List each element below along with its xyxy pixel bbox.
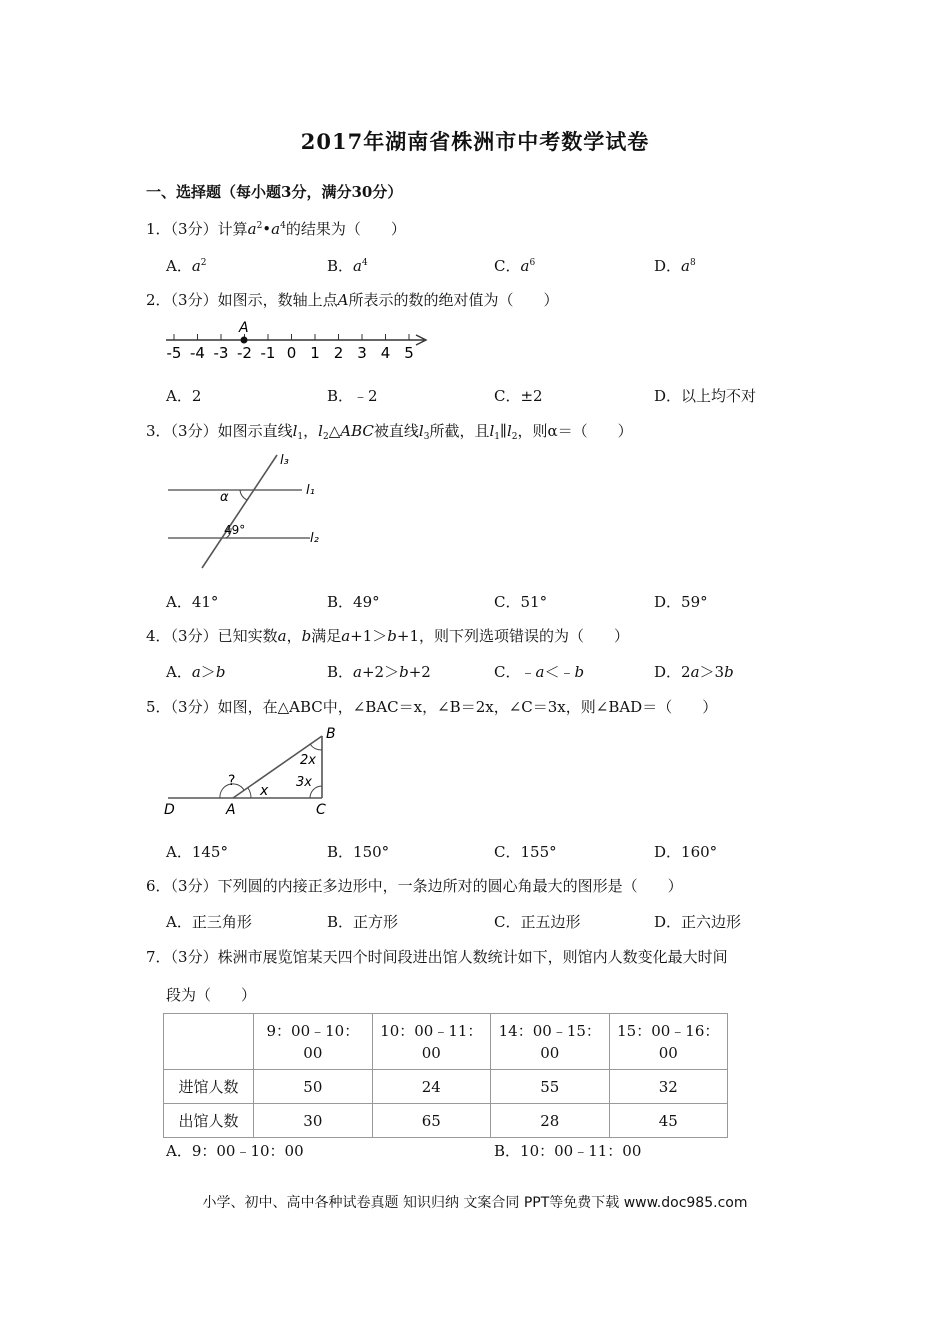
q3-l: l (418, 422, 424, 440)
l1-label: l₁ (306, 483, 315, 498)
table-cell: 55 (491, 1070, 609, 1104)
q4-text-mid: 满足 (311, 627, 342, 645)
q1-option-b[interactable] (327, 255, 368, 276)
option-var: a (520, 257, 530, 275)
q4-option-c[interactable] (494, 661, 584, 682)
q1-number: 1． (146, 220, 171, 238)
q1-text: 计算 (217, 220, 248, 238)
q3-text-mid2: 所截，且 (429, 422, 490, 440)
q3-text: 如图示直线 (217, 422, 293, 440)
q2-text-end: 所表示的数的绝对值为（ ） (348, 291, 559, 309)
q3-l: l (489, 422, 495, 440)
q3-sub: 2 (511, 432, 518, 442)
q5-text: 如图，在△ABC中，∠BAC＝x，∠B＝2x，∠C＝3x，则∠BAD＝（ ） (217, 698, 718, 716)
option-exp: 8 (689, 258, 696, 268)
q3-option-a[interactable]: A．41° (166, 593, 219, 611)
q1-dot: • (262, 220, 272, 238)
angle-bac-arc (248, 788, 251, 798)
table-header-row (164, 1014, 728, 1070)
vertex-c-label: C (316, 802, 326, 818)
table-header-cell: 15：00﹣16：00 (609, 1014, 727, 1070)
q4-points: （3分） (170, 627, 218, 645)
option-letter: C．﹣ (494, 663, 536, 681)
question-5 (146, 696, 717, 717)
q7-number: 7． (146, 948, 171, 966)
q3-number: 3． (146, 422, 171, 440)
q7-points: （3分） (170, 948, 218, 966)
q1-option-d[interactable] (654, 255, 696, 276)
q1-exp: 2 (256, 221, 263, 231)
visitor-table (163, 1013, 728, 1138)
l3-label: l₃ (280, 453, 289, 468)
q2-option-c[interactable]: C．±2 (494, 387, 543, 405)
footer-note: 小学、初中、高中各种试卷真题 知识归纳 文案合同 PPT等免费下载 www.doc985.com (202, 1195, 748, 1211)
q3-option-c[interactable]: C．51° (494, 593, 548, 611)
q6-option-b[interactable]: B．正方形 (327, 913, 399, 931)
table-cell: 30 (254, 1104, 372, 1138)
option-op: ＜﹣ (544, 663, 575, 681)
angle-b-arc (310, 744, 322, 750)
table-cell: 24 (372, 1070, 490, 1104)
option-var: b (574, 663, 585, 681)
q3-l: l (318, 422, 323, 440)
option-end: +2 (408, 663, 431, 681)
q3-abc: △ABC (328, 422, 374, 440)
q2-var: A (337, 291, 349, 309)
triangle-figure (160, 722, 350, 818)
number-line-tick-label: -2 (237, 344, 252, 362)
option-var: a (191, 663, 201, 681)
number-line-tick-label: 4 (380, 344, 391, 362)
option-var: b (215, 663, 226, 681)
option-letter: D． (654, 257, 682, 275)
table-cell: 65 (372, 1104, 490, 1138)
section-heading: 一、选择题（每小题3分，满分30分） (146, 183, 403, 201)
table-cell: 28 (491, 1104, 609, 1138)
q3-points: （3分） (170, 422, 218, 440)
number-line-tick-label: 5 (404, 344, 414, 362)
q6-number: 6． (146, 877, 171, 895)
number-line-tick-label: -3 (213, 344, 229, 362)
angle-3x-label: 3x (296, 775, 312, 790)
option-var: a (353, 257, 362, 275)
q4-option-d[interactable] (654, 661, 734, 682)
q5-option-a[interactable]: A．145° (166, 843, 228, 861)
q6-option-a[interactable]: A．正三角形 (166, 913, 252, 931)
q1-points: （3分） (170, 220, 218, 238)
number-line-tick-label: 0 (286, 344, 297, 362)
q4-var: a (341, 627, 351, 645)
table-cell: 50 (254, 1070, 372, 1104)
q1-var: a (247, 220, 257, 238)
q2-number: 2． (146, 291, 171, 309)
option-letter: A． (166, 663, 192, 681)
question-6 (146, 875, 683, 896)
option-op: ＞ (200, 663, 216, 681)
option-exp: 4 (361, 258, 368, 268)
q4-var: b (301, 627, 312, 645)
q3-l: l (506, 422, 512, 440)
vertex-b-label: B (326, 726, 336, 742)
number-line-ticks (167, 334, 414, 362)
option-letter: C． (494, 257, 521, 275)
option-var: b (399, 663, 409, 681)
q4-cond-end: +1 (396, 627, 420, 645)
option-var: a (353, 663, 362, 681)
q4-text: 已知实数 (217, 627, 278, 645)
q1-exp: 4 (280, 221, 286, 231)
table-row (164, 1104, 728, 1138)
number-line-tick-label: -1 (260, 344, 276, 362)
q3-text-end: ，则α＝（ ） (517, 422, 633, 440)
q4-cond: +1＞ (350, 627, 388, 645)
question-1 (146, 218, 406, 239)
q6-option-c[interactable]: C．正五边形 (494, 913, 581, 931)
option-op: ＞3 (699, 663, 725, 681)
l2-label: l₂ (310, 531, 319, 546)
q6-points: （3分） (170, 877, 218, 895)
table-header-cell: 14：00﹣15：00 (491, 1014, 609, 1070)
q6-option-d[interactable]: D．正六边形 (654, 913, 742, 931)
q1-option-c[interactable] (494, 255, 535, 276)
option-var: a (535, 663, 545, 681)
angle-x-label: x (260, 783, 269, 799)
q5-option-c[interactable]: C．155° (494, 843, 557, 861)
q3-option-b[interactable]: B．49° (327, 593, 380, 611)
question-7 (146, 946, 728, 967)
q2-option-a[interactable]: A．2 (166, 387, 202, 405)
point-a-label: A (239, 320, 249, 336)
q5-points: （3分） (170, 698, 218, 716)
angle-2x-label: 2x (300, 753, 316, 768)
option-letter: A． (166, 257, 192, 275)
number-line-tick-label: -4 (190, 344, 205, 362)
table-header-cell (164, 1014, 254, 1070)
q4-option-b[interactable] (327, 661, 431, 682)
option-letter: B． (327, 257, 354, 275)
question-4 (146, 625, 629, 646)
vertex-d-label: D (164, 802, 175, 818)
number-line-tick-label: 3 (357, 344, 367, 362)
vertex-a-label: A (226, 802, 236, 818)
q2-text: 如图示，数轴上点 (217, 291, 338, 309)
q7-text: 株洲市展览馆某天四个时间段进出馆人数统计如下，则馆内人数变化最大时间 (217, 948, 728, 966)
number-line-figure (160, 318, 440, 366)
q4-var: b (387, 627, 397, 645)
q4-number: 4． (146, 627, 171, 645)
q3-sub: 1 (297, 432, 304, 442)
q2-points: （3分） (170, 291, 218, 309)
q7-option-a[interactable]: A．9：00﹣10：00 (166, 1142, 304, 1160)
option-var: a (690, 663, 700, 681)
question-7-cont: 段为（ ） (166, 986, 257, 1004)
q4-option-a[interactable] (166, 661, 225, 682)
option-letter: B． (327, 663, 354, 681)
q6-text: 下列圆的内接正多边形中，一条边所对的圆心角最大的图形是（ ） (217, 877, 683, 895)
q3-sep: ， (303, 422, 319, 440)
option-letter: D．2 (654, 663, 691, 681)
q1-option-a[interactable] (166, 255, 207, 276)
q2-option-b[interactable]: B．﹣2 (327, 387, 378, 405)
number-line-tick-label: -5 (166, 344, 182, 362)
q4-var: a (277, 627, 287, 645)
q3-text-mid: 被直线 (373, 422, 419, 440)
parallel-lines-figure (162, 450, 332, 574)
line-l3 (202, 455, 277, 568)
q2-option-d[interactable]: D．以上均不对 (654, 387, 757, 405)
table-cell: 45 (609, 1104, 727, 1138)
q5-option-d[interactable]: D．160° (654, 843, 718, 861)
q3-option-d[interactable]: D．59° (654, 593, 708, 611)
q3-sub: 1 (494, 432, 500, 442)
table-cell: 32 (609, 1070, 727, 1104)
option-exp: 6 (529, 258, 536, 268)
q5-number: 5． (146, 698, 171, 716)
q4-sep: ， (286, 627, 302, 645)
q7-option-b[interactable]: B．10：00﹣11：00 (494, 1142, 642, 1160)
table-row (164, 1070, 728, 1104)
q1-text-end: 的结果为（ ） (285, 220, 406, 238)
q3-l: l (292, 422, 298, 440)
table-cell: 出馆人数 (164, 1104, 254, 1138)
angle-49-label: 49° (224, 523, 246, 537)
option-var: b (724, 663, 734, 681)
q3-sub: 3 (423, 432, 430, 442)
option-exp: 2 (200, 258, 207, 268)
option-var: a (681, 257, 690, 275)
number-line-tick-label: 1 (310, 344, 320, 362)
unknown-angle-label: ? (228, 773, 236, 789)
table-cell: 进馆人数 (164, 1070, 254, 1104)
q5-option-b[interactable]: B．150° (327, 843, 390, 861)
q1-var: a (271, 220, 281, 238)
option-var: a (191, 257, 201, 275)
alpha-arc (240, 490, 247, 500)
number-line-tick-label: 2 (333, 344, 344, 362)
table-header-cell: 10：00﹣11：00 (372, 1014, 490, 1070)
point-a (241, 337, 248, 344)
question-2 (146, 289, 558, 310)
table-header-cell: 9：00﹣10：00 (254, 1014, 372, 1070)
option-op: +2＞ (361, 663, 400, 681)
q3-parallel: ∥ (500, 422, 507, 440)
question-3 (146, 420, 633, 441)
page-title: 2017年湖南省株洲市中考数学试卷 (300, 129, 650, 154)
alpha-label: α (220, 490, 229, 505)
q3-sub: 2 (322, 432, 329, 442)
q4-text-end: ，则下列选项错误的为（ ） (419, 627, 630, 645)
